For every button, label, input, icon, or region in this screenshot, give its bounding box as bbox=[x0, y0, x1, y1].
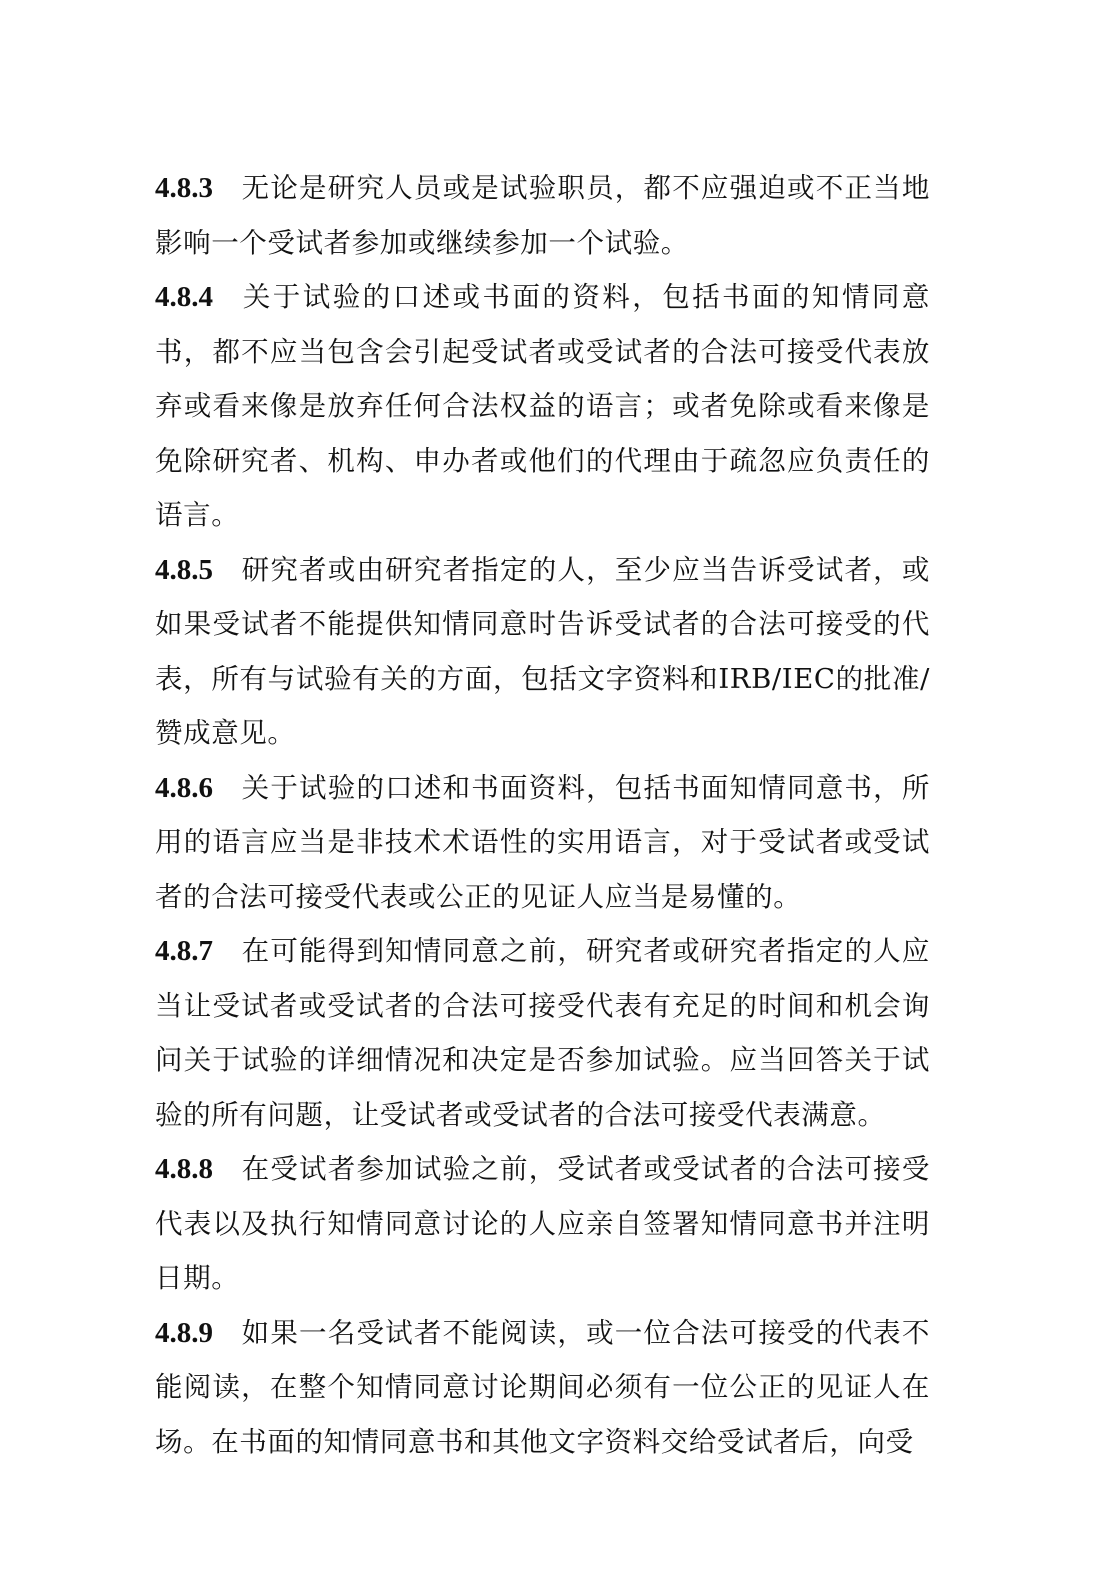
clause-number: 4.8.8 bbox=[155, 1153, 213, 1185]
clause-text: 在可能得到知情同意之前，研究者或研究者指定的人应当让受试者或受试者的合法可接受代表有充足的时间和机会询问关于试验的详细情况和决定是否参加试验。应当回答关于试验的所有问题，让受试者或受试者的合法可接受代表满意。 bbox=[155, 935, 930, 1131]
clause-number: 4.8.4 bbox=[155, 281, 213, 313]
clause-4-8-3 bbox=[155, 161, 930, 270]
clause-number: 4.8.3 bbox=[155, 172, 213, 204]
clause-text: 关于试验的口述或书面的资料，包括书面的知情同意书，都不应当包含会引起受试者或受试者的合法可接受代表放弃或看来像是放弃任何合法权益的语言；或者免除或看来像是免除研究者、机构、申办者或他们的代理由于疏忽应负责任的语言。 bbox=[155, 281, 930, 531]
clause-text: 如果一名受试者不能阅读，或一位合法可接受的代表不能阅读，在整个知情同意讨论期间必须有一位公正的见证人在场。在书面的知情同意书和其他文字资料交给受试者后，向受 bbox=[155, 1316, 930, 1458]
document-page bbox=[155, 161, 930, 1469]
clause-4-8-9 bbox=[155, 1306, 930, 1470]
clause-text: 研究者或由研究者指定的人，至少应当告诉受试者，或如果受试者不能提供知情同意时告诉受试者的合法可接受的代表，所有与试验有关的方面，包括文字资料和IRB/IEC的批准/赞成意见。 bbox=[155, 553, 930, 749]
clause-4-8-6 bbox=[155, 761, 930, 925]
clause-number: 4.8.9 bbox=[155, 1316, 213, 1349]
clause-text: 在受试者参加试验之前，受试者或受试者的合法可接受代表以及执行知情同意讨论的人应亲自签署知情同意书并注明日期。 bbox=[155, 1153, 930, 1294]
clause-4-8-8 bbox=[155, 1142, 930, 1306]
clause-number: 4.8.7 bbox=[155, 935, 213, 967]
clause-4-8-5 bbox=[155, 543, 930, 761]
clause-4-8-4 bbox=[155, 270, 930, 543]
clause-number: 4.8.5 bbox=[155, 553, 213, 586]
clause-number: 4.8.6 bbox=[155, 771, 213, 804]
clause-4-8-7 bbox=[155, 924, 930, 1142]
clause-text: 无论是研究人员或是试验职员，都不应强迫或不正当地影响一个受试者参加或继续参加一个试验。 bbox=[155, 172, 930, 259]
clause-text: 关于试验的口述和书面资料，包括书面知情同意书，所用的语言应当是非技术术语性的实用语言，对于受试者或受试者的合法可接受代表或公正的见证人应当是易懂的。 bbox=[155, 771, 930, 913]
